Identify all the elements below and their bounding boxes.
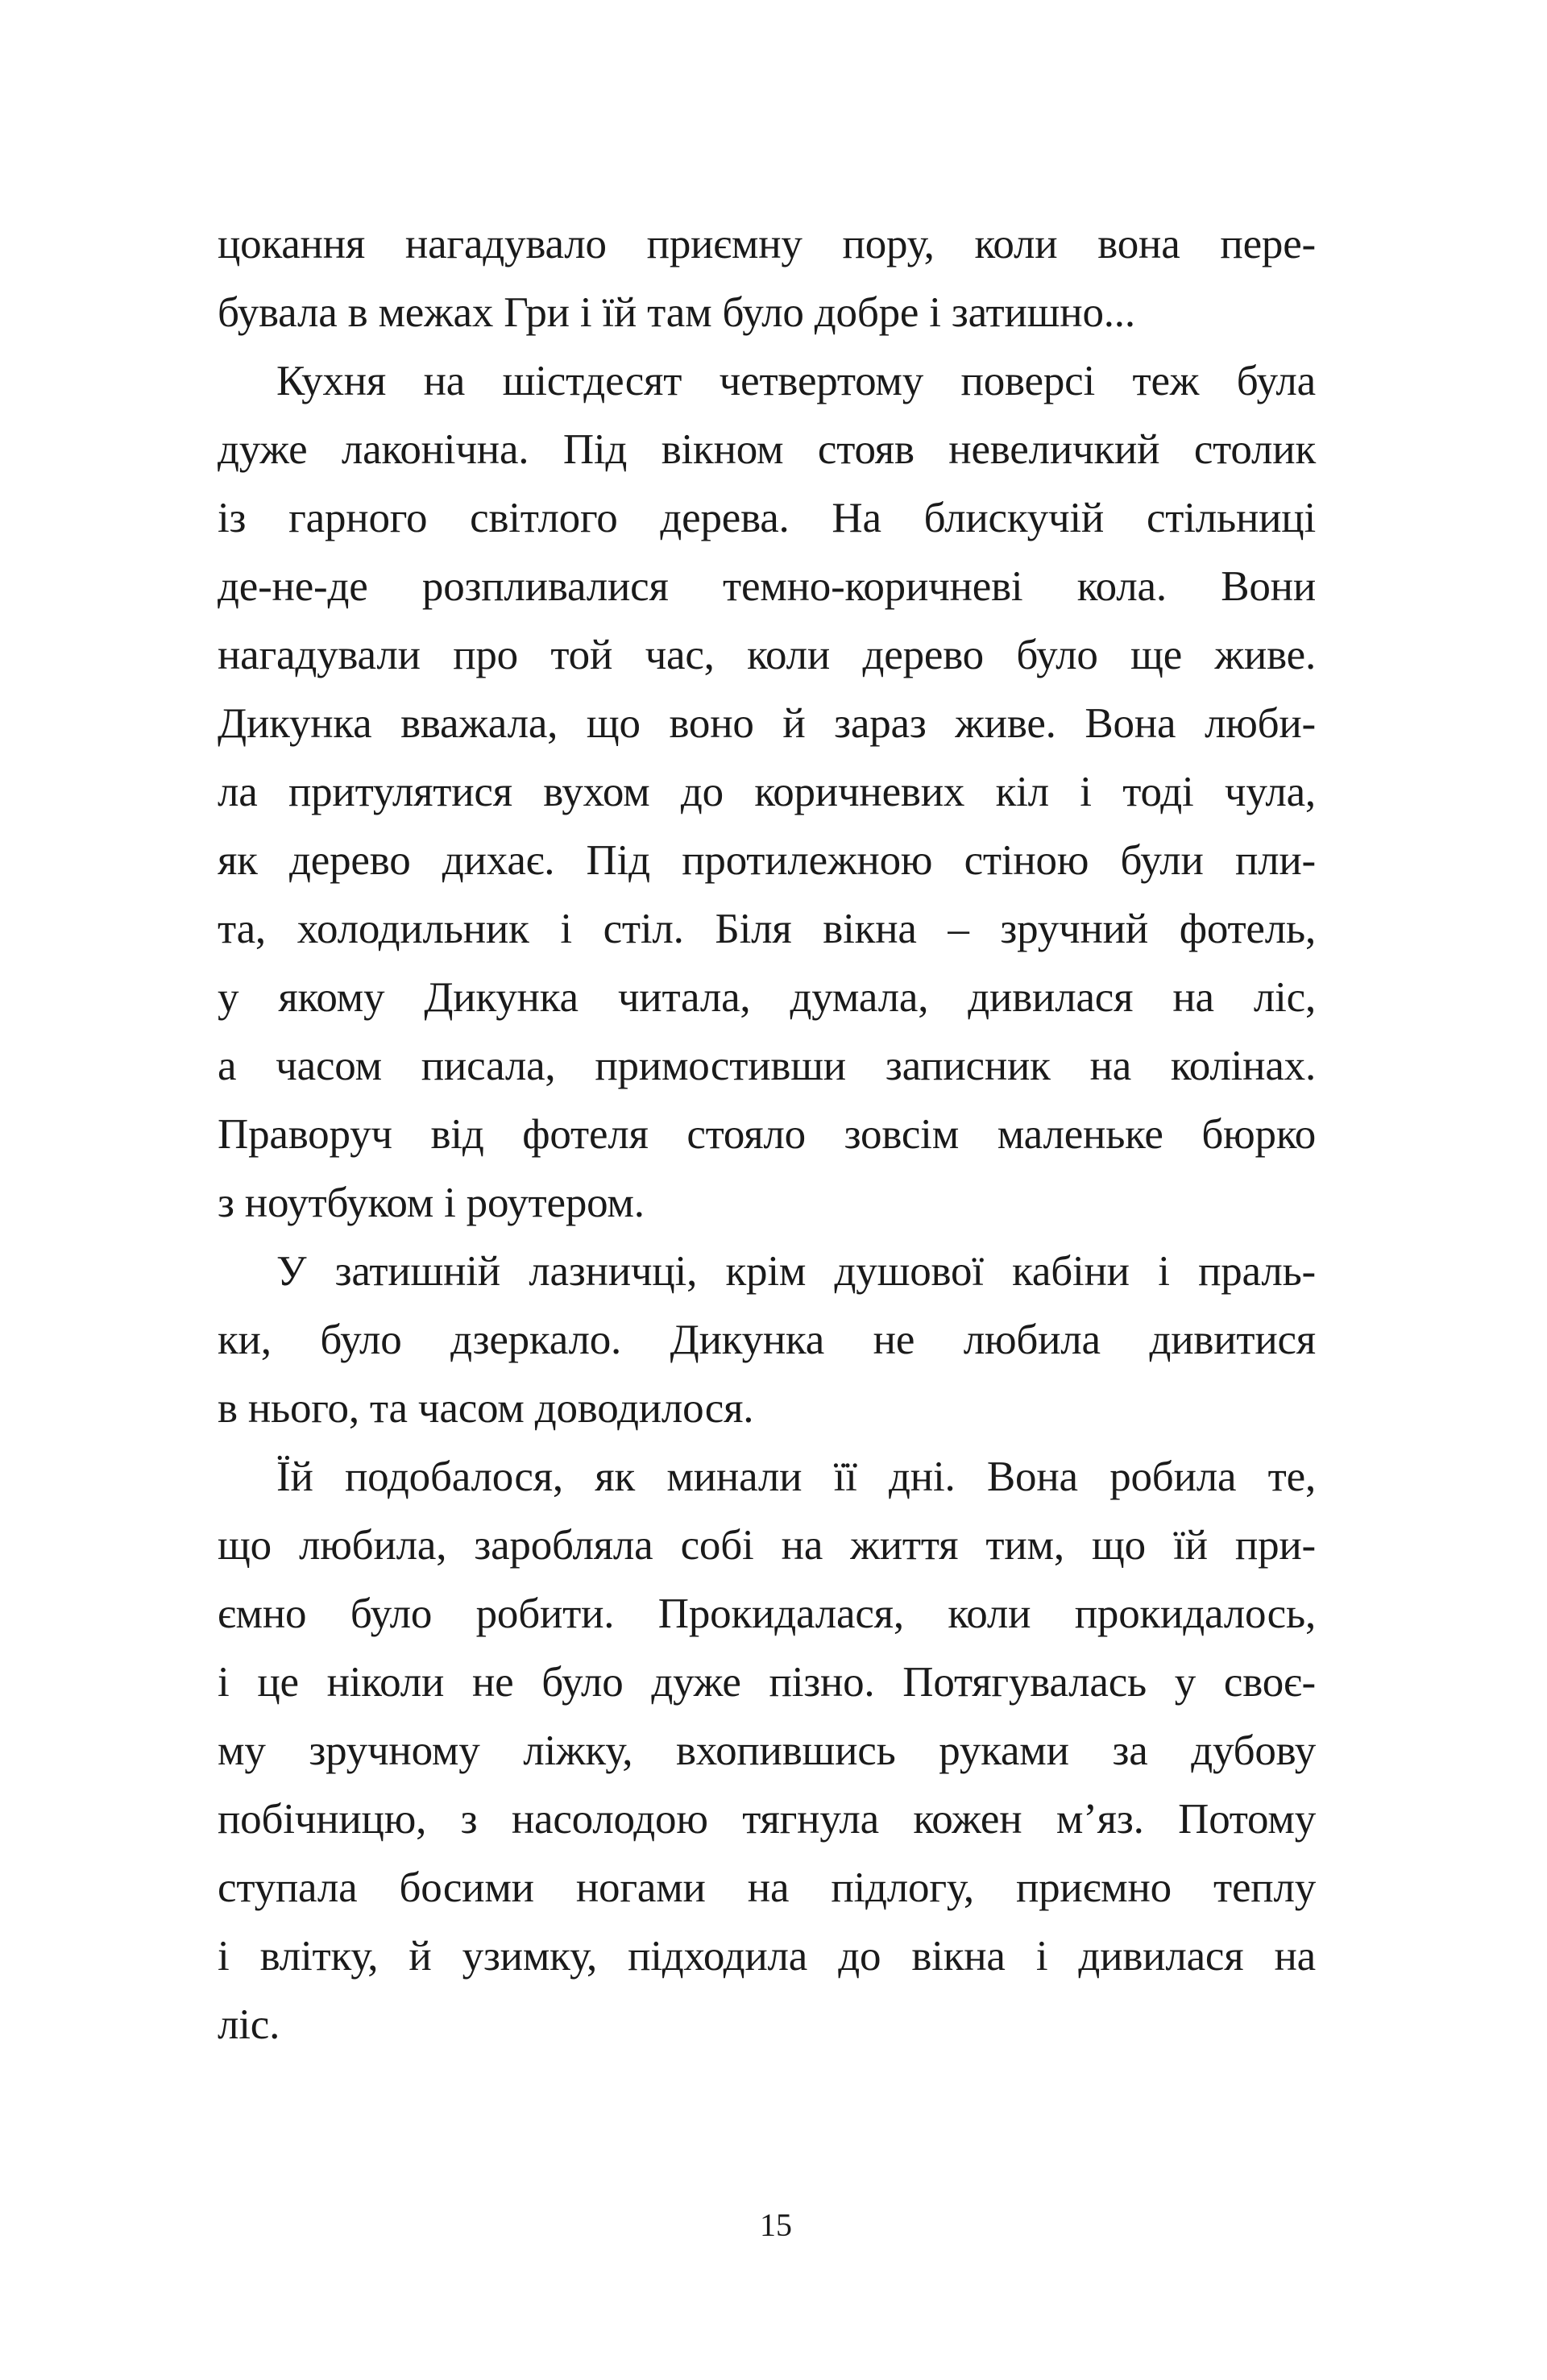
text-line: Праворуч від фотеля стояло зовсім маленьке бюрко xyxy=(218,1111,1316,1158)
body-text xyxy=(218,210,1316,2059)
paragraph xyxy=(218,1238,1316,1443)
text-line: де-не-де розпливалися темно-коричневі кола. Вони xyxy=(218,563,1316,610)
text-line: ла притулятися вухом до коричневих кіл і тоді чула, xyxy=(218,769,1316,815)
text-line: бувала в межах Гри і їй там було добре і затишно... xyxy=(218,289,1135,336)
text-line: та, холодильник і стіл. Біля вікна – зручний фотель, xyxy=(218,906,1316,952)
paragraph xyxy=(218,347,1316,1238)
text-line: цокання нагадувало приємну пору, коли вона пере- xyxy=(218,221,1316,267)
text-line: Дикунка вважала, що воно й зараз живе. Вона люби- xyxy=(218,700,1316,747)
text-line: з ноутбуком і роутером. xyxy=(218,1180,645,1226)
text-line: що любила, заробляла собі на життя тим, що їй при- xyxy=(218,1522,1316,1569)
text-line: нагадували про той час, коли дерево було ще живе. xyxy=(218,632,1316,678)
text-line: Їй подобалося, як минали її дні. Вона робила те, xyxy=(276,1453,1316,1500)
text-line: в нього, та часом доводилося. xyxy=(218,1385,754,1432)
text-line: і влітку, й узимку, підходила до вікна і дивилася на xyxy=(218,1933,1316,1980)
paragraph xyxy=(218,210,1316,347)
text-line: дуже лаконічна. Під вікном стояв невеличкий столик xyxy=(218,426,1316,473)
text-line: У затишній лазничці, крім душової кабіни і праль- xyxy=(276,1248,1316,1295)
text-line: Кухня на шістдесят четвертому поверсі теж була xyxy=(276,358,1316,404)
text-line: у якому Дикунка читала, думала, дивилася на ліс, xyxy=(218,974,1316,1021)
text-line: як дерево дихає. Під протилежною стіною були пли- xyxy=(218,837,1316,884)
text-line: ки, було дзеркало. Дикунка не любила дивитися xyxy=(218,1316,1316,1363)
text-line: ліс. xyxy=(218,2001,280,2048)
text-line: му зручному ліжку, вхопившись руками за дубову xyxy=(218,1727,1316,1774)
text-line: побічницю, з насолодою тягнула кожен м’яз. Потому xyxy=(218,1796,1316,1843)
text-line: і це ніколи не було дуже пізно. Потягувалась у своє- xyxy=(218,1659,1316,1706)
text-line: а часом писала, примостивши записник на колінах. xyxy=(218,1043,1316,1089)
paragraph xyxy=(218,1443,1316,2059)
page-number: 15 xyxy=(760,2207,792,2243)
text-line: ємно було робити. Прокидалася, коли прокидалось, xyxy=(218,1590,1316,1637)
text-line: ступала босими ногами на підлогу, приємно теплу xyxy=(218,1864,1316,1911)
text-line: із гарного світлого дерева. На блискучій стільниці xyxy=(218,495,1316,541)
